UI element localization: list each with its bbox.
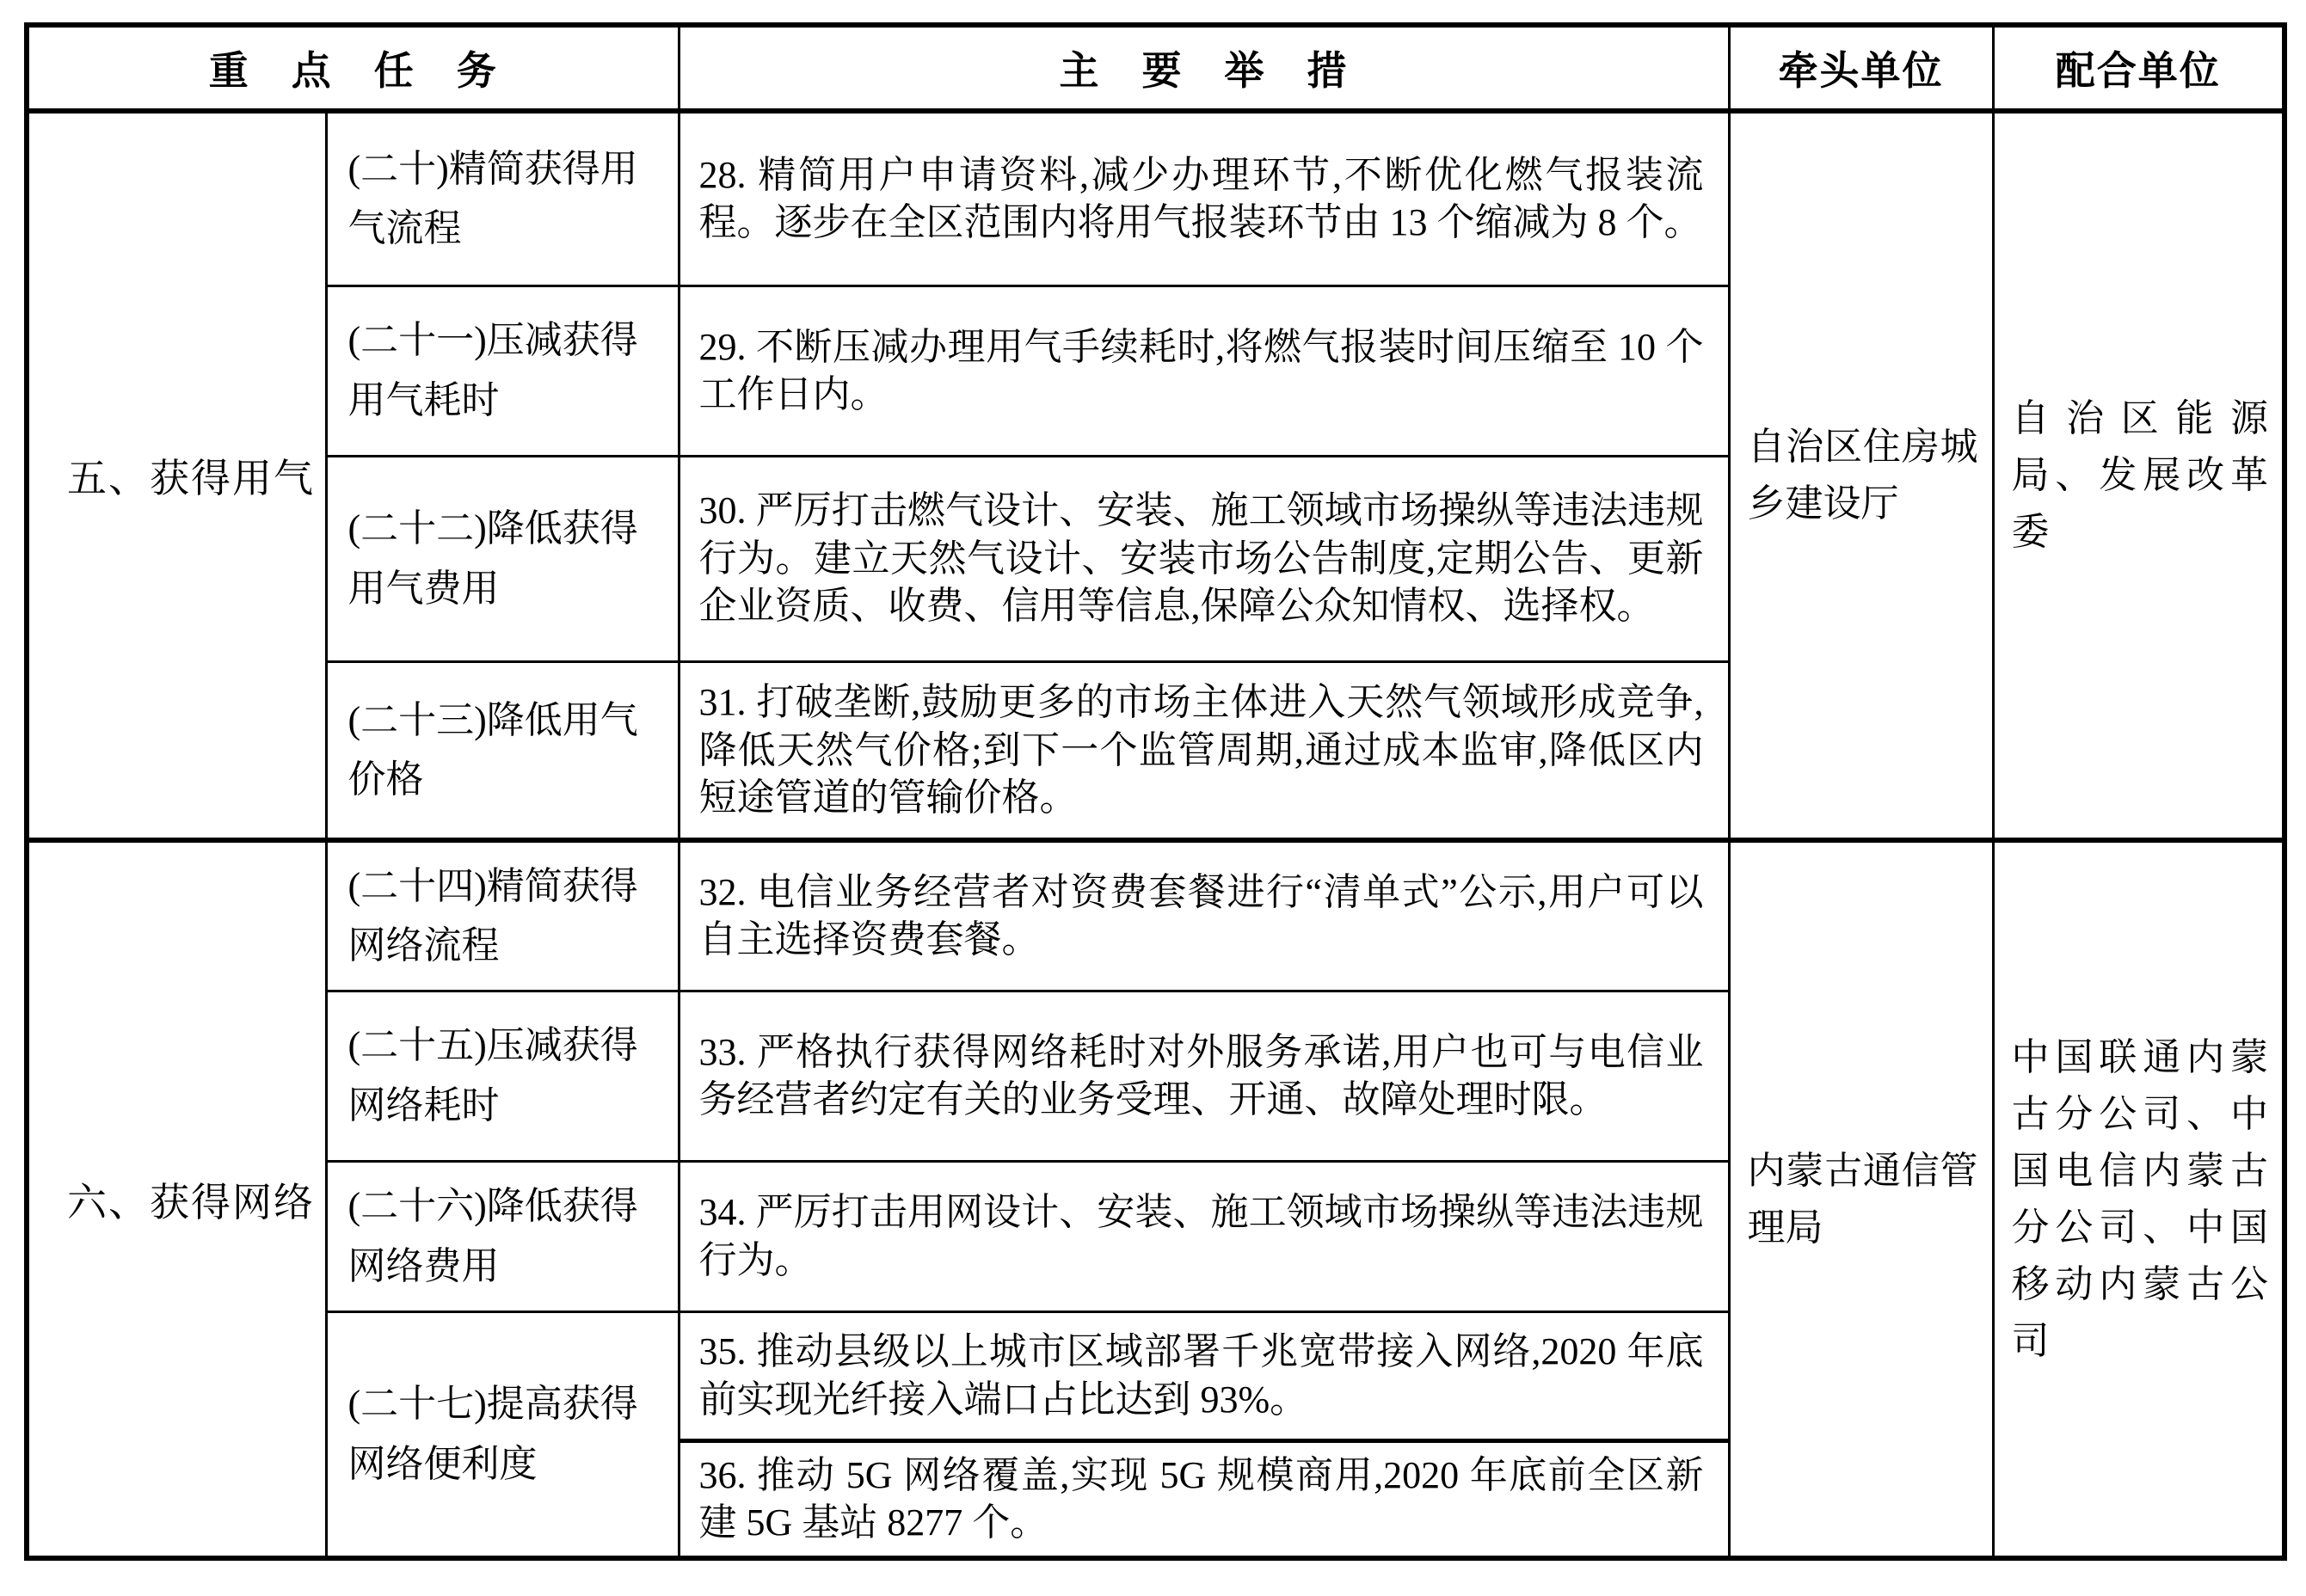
category-cell-gas: 五、获得用气 — [27, 111, 326, 840]
measure-cell: 29. 不断压减办理用气手续耗时,将燃气报装时间压缩至 10 个工作日内。 — [679, 285, 1729, 456]
lead-unit-header: 牵头单位 — [1729, 25, 1993, 111]
table-row — [27, 840, 2284, 991]
measure-cell: 34. 严厉打击用网设计、安装、施工领域市场操纵等违法违规行为。 — [679, 1161, 1729, 1311]
lead-unit-cell: 自治区住房城乡建设厅 — [1729, 111, 1993, 840]
task-cell: (二十六)降低获得网络费用 — [326, 1161, 679, 1311]
policy-task-table — [24, 22, 2287, 1561]
task-cell: (二十七)提高获得网络便利度 — [326, 1311, 679, 1558]
support-unit-cell: 自治区能源局、发展改革委 — [1993, 111, 2284, 840]
measure-cell: 33. 严格执行获得网络耗时对外服务承诺,用户也可与电信业务经营者约定有关的业务受理、开通、故障处理时限。 — [679, 991, 1729, 1161]
measure-cell: 35. 推动县级以上城市区域部署千兆宽带接入网络,2020 年底前实现光纤接入端口占比达到 93%。 — [679, 1311, 1729, 1440]
task-cell: (二十二)降低获得用气费用 — [326, 456, 679, 661]
support-unit-header: 配合单位 — [1993, 25, 2284, 111]
measure-cell: 32. 电信业务经营者对资费套餐进行“清单式”公示,用户可以自主选择资费套餐。 — [679, 840, 1729, 991]
measure-cell: 30. 严厉打击燃气设计、安装、施工领域市场操纵等违法违规行为。建立天然气设计、安装市场公告制度,定期公告、更新企业资质、收费、信用等信息,保障公众知情权、选择权。 — [679, 456, 1729, 661]
lead-unit-cell: 内蒙古通信管理局 — [1729, 840, 1993, 1558]
header-row — [27, 25, 2284, 111]
main-measures-header: 主 要 举 措 — [679, 25, 1729, 111]
category-cell-network: 六、获得网络 — [27, 840, 326, 1558]
task-cell: (二十五)压减获得网络耗时 — [326, 991, 679, 1161]
measure-cell: 31. 打破垄断,鼓励更多的市场主体进入天然气领域形成竞争,降低天然气价格;到下一个监管周期,通过成本监审,降低区内短途管道的管输价格。 — [679, 661, 1729, 840]
measure-cell: 36. 推动 5G 网络覆盖,实现 5G 规模商用,2020 年底前全区新建 5G 基站 8277 个。 — [679, 1440, 1729, 1558]
task-cell: (二十)精简获得用气流程 — [326, 111, 679, 285]
task-cell: (二十四)精简获得网络流程 — [326, 840, 679, 991]
table-row — [27, 111, 2284, 285]
task-cell: (二十三)降低用气价格 — [326, 661, 679, 840]
support-unit-cell: 中国联通内蒙古分公司、中国电信内蒙古分公司、中国移动内蒙古公司 — [1993, 840, 2284, 1558]
key-tasks-header: 重 点 任 务 — [27, 25, 679, 111]
measure-cell: 28. 精简用户申请资料,减少办理环节,不断优化燃气报装流程。逐步在全区范围内将用气报装环节由 13 个缩减为 8 个。 — [679, 111, 1729, 285]
task-cell: (二十一)压减获得用气耗时 — [326, 285, 679, 456]
